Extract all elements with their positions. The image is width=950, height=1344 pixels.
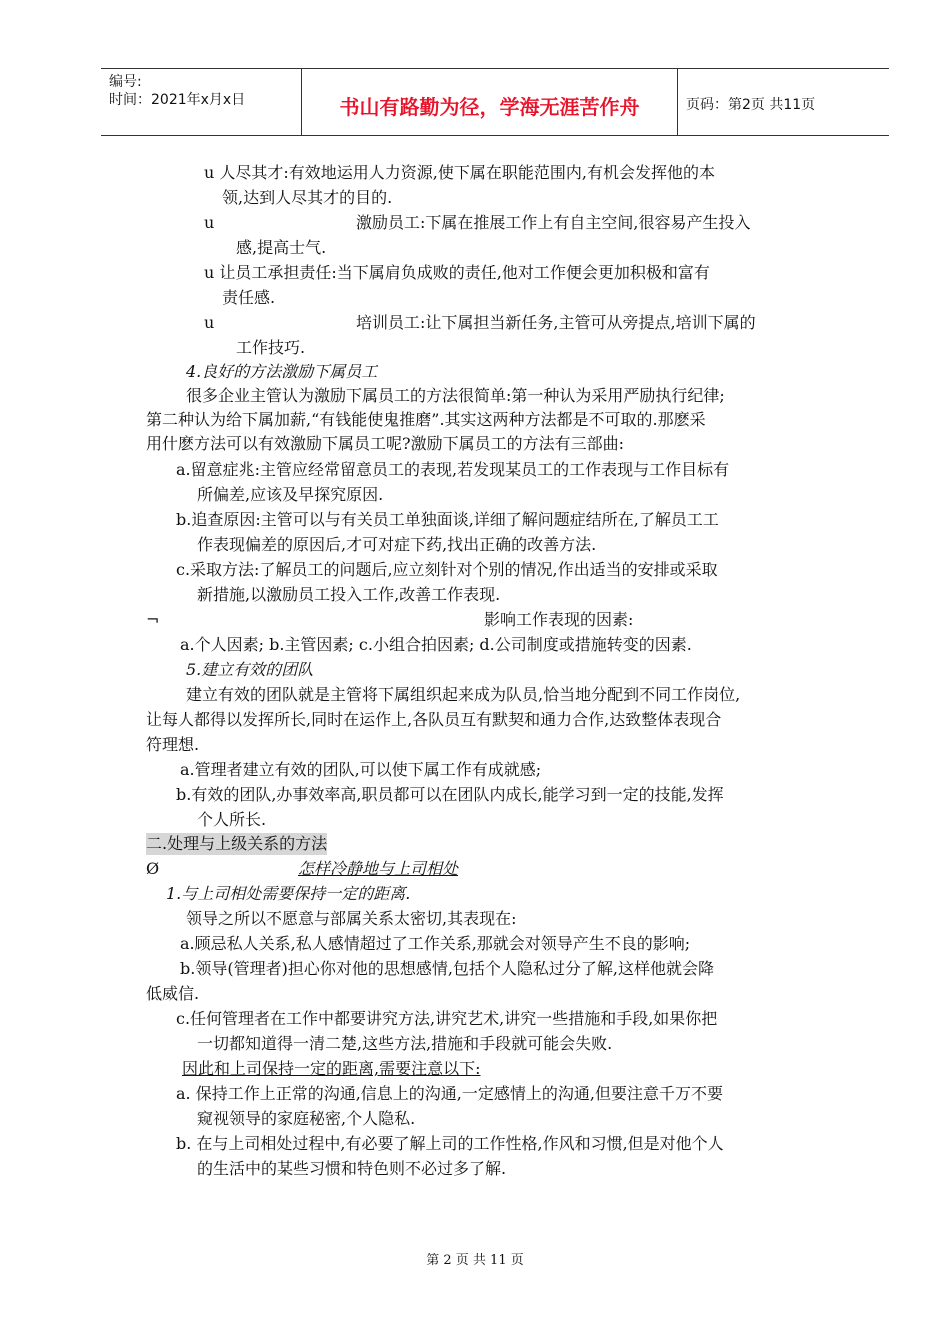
list-item-continuation: 作表现偏差的原因后,才可对症下药,找出正确的改善方法. [197, 535, 597, 554]
section-heading: 5.建立有效的团队 [186, 660, 314, 679]
text-line: 责任感. [222, 288, 276, 307]
page-header [101, 68, 889, 136]
header-page-info: 页码：第2页 共11页 [686, 97, 816, 113]
section-heading: 4.良好的方法激励下属员工 [186, 362, 378, 381]
text-line: 培训员工:让下属担当新任务,主管可从旁提点,培训下属的 [356, 313, 756, 332]
paragraph-line: 建立有效的团队就是主管将下属组织起来成为队员,恰当地分配到不同工作岗位, [186, 685, 741, 704]
text-line: 工作技巧. [236, 338, 306, 357]
list-item-continuation: 新措施,以激励员工投入工作,改善工作表现. [197, 585, 501, 604]
sub-heading: 怎样冷静地与上司相处 [298, 859, 459, 878]
list-item: c.任何管理者在工作中都要讲究方法,讲究艺术,讲究一些措施和手段,如果你把 [176, 1009, 718, 1028]
list-item: c.采取方法:了解员工的问题后,应立刻针对个别的情况,作出适当的安排或采取 [176, 560, 718, 579]
paragraph-line: 第二种认为给下属加薪,“有钱能使鬼推磨”.其实这两种方法都是不可取的.那麽采 [146, 410, 706, 429]
document-time-label: 时间：2021年x月x日 [109, 92, 246, 108]
list-item: a. 保持工作上正常的沟通,信息上的沟通,一定感情上的沟通,但要注意千万不要 [176, 1084, 723, 1103]
header-info-cell [101, 69, 302, 135]
text-line: u 人尽其才:有效地运用人力资源,使下属在职能范围内,有机会发挥他的本 [204, 163, 715, 182]
underlined-line: 因此和上司保持一定的距离,需要注意以下: [182, 1059, 481, 1078]
list-item: b.有效的团队,办事效率高,职员都可以在团队内成长,能学习到一定的技能,发挥 [176, 785, 724, 804]
bullet-marker: u [204, 213, 215, 232]
list-item-continuation: 个人所长. [197, 810, 267, 829]
list-item: b. 在与上司相处过程中,有必要了解上司的工作性格,作风和习惯,但是对他个人 [176, 1134, 724, 1153]
bullet-marker: ¬ [146, 610, 160, 629]
paragraph-line: 很多企业主管认为激励下属员工的方法很简单:第一种认为采用严励执行纪律; [186, 386, 725, 405]
list-item-continuation: 所偏差,应该及早探究原因. [197, 485, 384, 504]
section-heading: 1.与上司相处需要保持一定的距离. [166, 884, 411, 903]
list-item: a.管理者建立有效的团队,可以使下属工作有成就感; [180, 760, 542, 779]
bullet-marker: u [204, 313, 215, 332]
list-item-continuation: 窥视领导的家庭秘密,个人隐私. [197, 1109, 416, 1128]
list-item-continuation: 低威信. [146, 984, 200, 1003]
paragraph-line: 让每人都得以发挥所长,同时在运作上,各队员互有默契和通力合作,达致整体表现合 [146, 710, 722, 729]
text-line: a.个人因素; b.主管因素; c.小组合拍因素; d.公司制度或措施转变的因素. [180, 635, 692, 654]
list-item: b.领导(管理者)担心你对他的思想感情,包括个人隐私过分了解,这样他就会降 [180, 959, 714, 978]
document-number-label: 编号: [109, 74, 142, 90]
text-line: 感,提高士气. [236, 238, 327, 257]
paragraph-line: 符理想. [146, 735, 200, 754]
page-footer: 第 2 页 共 11 页 [426, 1253, 524, 1268]
bullet-marker: Ø [146, 859, 160, 878]
list-item: a.顾忌私人关系,私人感情超过了工作关系,那就会对领导产生不良的影响; [180, 934, 691, 953]
text-line: 领,达到人尽其才的目的. [222, 188, 393, 207]
paragraph-line: 用什麽方法可以有效激励下属员工呢?激励下属员工的方法有三部曲: [146, 434, 624, 453]
header-motto: 书山有路勤为径，学海无涯苦作舟 [339, 95, 640, 119]
text-line: 激励员工:下属在推展工作上有自主空间,很容易产生投入 [356, 213, 751, 232]
list-item-continuation: 的生活中的某些习惯和特色则不必过多了解. [197, 1159, 507, 1178]
list-item: a.留意症兆:主管应经常留意员工的表现,若发现某员工的工作表现与工作目标有 [176, 460, 730, 479]
header-page-cell [678, 69, 889, 135]
list-item-continuation: 一切都知道得一清二楚,这些方法,措施和手段就可能会失败. [197, 1034, 613, 1053]
list-item: b.追查原因:主管可以与有关员工单独面谈,详细了解问题症结所在,了解员工工 [176, 510, 719, 529]
text-line: u 让员工承担责任:当下属肩负成败的责任,他对工作便会更加积极和富有 [204, 263, 710, 282]
text-line: 影响工作表现的因素: [484, 610, 634, 629]
chapter-heading: 二.处理与上级关系的方法 [146, 834, 328, 853]
header-motto-cell [302, 69, 678, 135]
paragraph-line: 领导之所以不愿意与部属关系太密切,其表现在: [186, 909, 517, 928]
